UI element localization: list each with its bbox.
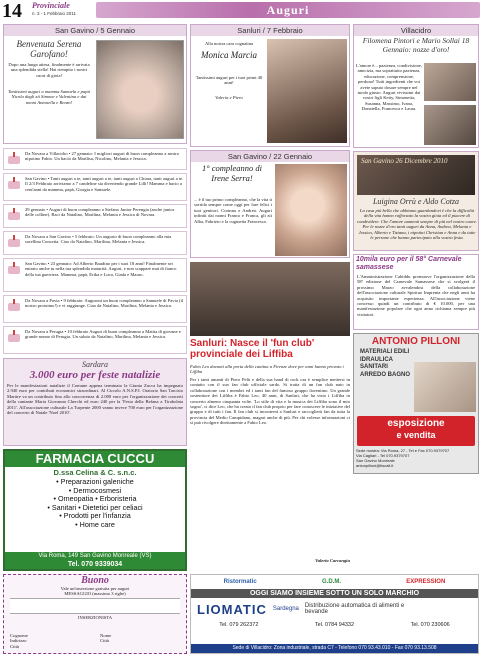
cake-item-2: San Gavino • Tanti auguri a te, tanti auguri a te, tanti auguri a Chiara, tanti auguri a te. Il 2/3 Febbraio arriviamo a 7 candeline sia divertendo grande Lilli! Mamma e bacio a cent'anni da mamma, papà, Giorgia e Samuele. bbox=[3, 173, 187, 201]
cotza-photo bbox=[357, 155, 475, 195]
field-citta[interactable]: Città bbox=[10, 643, 19, 649]
brand-ristormatic: Ristormatic bbox=[223, 579, 257, 585]
liomatic-region: Sardegna bbox=[272, 606, 299, 612]
liomatic-ad bbox=[190, 574, 479, 654]
liffiba-article bbox=[190, 262, 350, 570]
irene-text: ... è il tuo primo compleanno, che la vita ti sorrida sempre come oggi per fare felici i tuoi genitori. Corinna e Andrea. Auguri infiniti dai nonni Franco e Franca, gli zii Alba, Fabrizio e la cuginetta Francesca. bbox=[194, 197, 272, 224]
liffiba-text: Per i tanti amanti di Piero Pelù e della sua band di rock ora è semplice mettersi in contatto con il suo fan club ufficiale sardo. Si tratta di un fan club nato in collaborazione con i membri ed i tanti fan del famoso gruppo fiorentino. Un grande sostenitore dei Liffiba è Fabio Leo, 40 anni, di Sanluri, che ha visto i Liffiba in concerto almeno cinquanta volte. 'Lo stile di vita e la musica dei Liffiba sono il mio sogno', ci dice Leo, che ha creato il fan club proprio per fare conoscere le iniziative del gruppo e di tutti i fan. Il fan club si incontrerà a Sanluri e raccoglierà fan da tutta la provincia del Medio Campidano, magari anche di più. Per chi volesse informazioni ci si può rivolgere direttamente a Fabio Leo. bbox=[190, 377, 350, 426]
filomena-place: Villacidro bbox=[354, 25, 478, 36]
monica-name: Monica Marcia bbox=[201, 50, 257, 60]
coupon-message-label: MESSAGGIO (massimo 3 righe) bbox=[64, 591, 126, 597]
field-indirizzo[interactable]: Indirizzo bbox=[10, 638, 27, 644]
coupon-subtitle: Vale un'inserzione gratuita per auguri bbox=[60, 586, 130, 591]
filomena-text: L'amore è... pazienza, condivisione, amicizia, ma soprattutto pazienza, educazione, comprensione, perdono! Tutti ingredienti che voi avete saputo dosare sempre nel modo giusto. Auguri vivissimi dai vostri figli Ketty, Simonetta, Susanna, Massimo, Ivana, Donatella, Francesca e Laura. bbox=[356, 63, 422, 112]
cake-item-3: 29 gennaio • Auguri di buon compleanno a Stefano Junior Perengia (anche junior delle colline). Baci da Natalino, Marilina, Melania e Jessica di Novara. bbox=[3, 204, 187, 228]
liffiba-caption: Fabio Leo davanti alla porta della cantina a Firenze dove per anni hanno provato i Liffiba bbox=[190, 364, 344, 375]
field-citta-2[interactable]: Città bbox=[100, 638, 109, 644]
box-sign: Tantissimi auguri a mamma Samuela e papà Nicola dagli zii Simone e Valentina e dai nonni Antonella e Renzo! bbox=[8, 89, 90, 105]
bathroom-photo bbox=[414, 362, 476, 412]
farmacia-footer: Via Roma, 149 San Gavino Monreale (VS) Tel. 070 9339034 bbox=[5, 552, 185, 569]
section-title: Auguri bbox=[266, 3, 310, 17]
sardara-title: 3.000 euro per feste natalizie bbox=[29, 369, 161, 381]
coupon-lines[interactable] bbox=[10, 598, 180, 614]
cake-item-5: San Gavino • 23 gennaio: Ad Alberto Baudino per i suoi 18 anni! Finalmente sei entrato anche tu nella tua splendida maturità. Auguri, e non scappare mai di fianco della tua guerriera. Mamma, papà, Erika e Luca, Giada e Mauro. bbox=[3, 258, 187, 292]
section-banner bbox=[96, 2, 480, 18]
monica-photo bbox=[267, 39, 347, 143]
liffiba-author: Valeria Carcangiu bbox=[315, 558, 350, 563]
ad-footer: Sede di Villacidro: Zona industriale, strada C7 - Telefono 070 93.43.010 - Fax 070 93.13.508 bbox=[191, 644, 478, 653]
liomatic-desc: Distribuzione automatica di alimenti e bevande bbox=[304, 603, 405, 615]
cake-icon bbox=[6, 329, 22, 342]
cotza-text: La casa più bella che abbiamo guardandovi è che la difficoltà della vita hanno rafforzato la vostra gioia ed il piacere di condividere. Che l'amore aumenti sempre di più nel vostro cuore. Per le nozze d'oro tanti auguri da Anna, Andrea, Melania e Jessica, Alberto e Tiziana, i nipotini Christian e Anna e da tutte le persone che hanno partecipato alla vostra festa. bbox=[357, 208, 477, 241]
carnevale-title: 10mila euro per il 58° Carnevale samassese bbox=[356, 256, 462, 271]
cotza-names: Luigina Orrù e Aldo Cotza bbox=[372, 197, 460, 206]
box-text: Dopo una lunga attesa, finalmente è arrivata una splendida stella! Hai riempito i nostri cuori di gioia! bbox=[8, 62, 90, 78]
filomena-title: Filomena Pintori e Mario Sollai 18 Gennaio: nozze d'oro! bbox=[362, 36, 470, 54]
field-nome[interactable]: Nome bbox=[100, 633, 112, 638]
cotza-box bbox=[353, 151, 479, 251]
cake-item-1: Da Novara a Villacidro • 27 gennaio: I migliori auguri di buon compleanno a nostro nipotino Fabio. Un bacio da Marilisa, Nicolino, Melania e Jessica. bbox=[3, 148, 187, 170]
monica-line2: Tantissimi auguri per i tuoi primi 40 anni! bbox=[195, 75, 263, 86]
pilloni-contacts: Sede mostra: Via Roma, 27 - Tel e Fax 070.9379707 Via Cagliari - Tel 070.9379707 San Gavino Monreale antonpilloni@tiscali.it bbox=[356, 448, 450, 468]
photo-caption: San Gavino 26 Dicembre 2010 bbox=[361, 157, 448, 165]
filomena-photo-1 bbox=[424, 63, 476, 101]
serena-box bbox=[3, 24, 187, 144]
box-title: Benvenuta Serena Garofano! bbox=[16, 39, 82, 59]
cake-item-4: Da Novara a San Gavino • 5 febbraio: Un augurio di buon compleanno alla mia sorellina Concetta. Ciao da Natalino, Marilina, Melania e Jessica. bbox=[3, 231, 187, 255]
paper-name: Provinciale bbox=[32, 1, 70, 10]
cake-icon bbox=[6, 207, 22, 220]
monica-sign: Valeria e Piero bbox=[215, 95, 243, 100]
sardara-place: Sardara bbox=[82, 360, 108, 369]
sardara-text: Per le manifestazioni natalizie il Comune appena terminato la Giunta Zucca ha impegnato 2.940 euro per contributi economici straordinari. Al Circolo A.N.S.P.I. Oratorio San Tarcisio Martire va un contributo fino allo concorrenza di 2.000 euro per l'organizzazione dei concerti della cantante Maria Giovanna Cherchi ed euro 240 per la 'Festa della Befana a Tirabolata 2011'. All'associazione culturale La Turpente 2000 vanno invece 700 euro per l'organizzazione del concerto di Natale 'Noel 2010'. bbox=[7, 383, 183, 416]
farmacia-owner: D.ssa Celina & C. s.n.c. bbox=[53, 468, 137, 477]
brand-row bbox=[191, 575, 478, 589]
farmacia-title: FARMACIA CUCCU bbox=[5, 451, 185, 467]
coupon-title: Buono bbox=[81, 575, 109, 586]
issue-info: n. 3 - 1 Febbraio 2011 bbox=[32, 11, 76, 16]
filomena-photo-2 bbox=[424, 105, 476, 145]
liffiba-title: Sanluri: Nasce il 'fun club' provinciale dei Liffiba bbox=[190, 338, 315, 360]
filomena-box bbox=[353, 24, 479, 148]
cake-icon bbox=[6, 298, 22, 311]
pilloni-name: ANTONIO PILLONI bbox=[371, 336, 461, 347]
farmacia-ad bbox=[3, 449, 187, 571]
irene-box bbox=[190, 150, 350, 258]
liomatic-brand-row bbox=[191, 598, 478, 620]
coupon-inserzionista: INSERZIONISTA bbox=[77, 614, 113, 620]
cake-item-7: Da Novara a Perugia • 10 febbraio Auguri di buon compleanno a Mattia di giovane e grande nonno di Perugia. Un saluto da Natalino, Marilina, Melania e Jessica. bbox=[3, 326, 187, 354]
liomatic-logo: LIOMATIC bbox=[197, 601, 267, 617]
box-place: San Gavino / 5 Gennaio bbox=[4, 25, 186, 36]
brand-gdm: G.D.M. bbox=[321, 579, 341, 585]
irene-photo bbox=[275, 164, 347, 256]
baby-photo bbox=[96, 40, 184, 139]
irene-title: 1° compleanno di Irene Serra! bbox=[201, 163, 263, 183]
carnevale-box bbox=[353, 254, 479, 330]
pilloni-promo: esposizione e vendita bbox=[357, 416, 475, 446]
cake-item-6: Da Novara a Pavia • 9 febbraio: Auguroni un buon compleanno a Samuele di Pavia (il nostro prossimo!) e vi raggiunge. Ciao da Natalino, Marilina, Melania e Jessica. bbox=[3, 295, 187, 323]
monica-place: Sanluri / 7 Febbraio bbox=[191, 25, 349, 36]
monica-line1: Alla nostra cara cognatina bbox=[204, 41, 254, 46]
cake-icon bbox=[6, 234, 22, 247]
sardara-box bbox=[3, 358, 187, 446]
farmacia-services: • Preparazioni galeniche • Dermocosmesi • Omeopatia • Erboristeria • Sanitari • Dietetici per celiaci • Prodotti per l'infanzia • Home care bbox=[47, 477, 143, 529]
cake-icon bbox=[6, 261, 22, 274]
contact-row: Tel. 079 262372 Tel. 0784 94332 Tel. 070 230606 bbox=[219, 622, 450, 628]
cake-icon bbox=[6, 176, 22, 189]
page-number: 14 bbox=[2, 0, 22, 22]
pilloni-services: MATERIALI EDILI IDRAULICA SANITARI ARREDO BAGNO bbox=[360, 349, 411, 378]
page-header bbox=[0, 0, 482, 22]
brand-expression: EXPRESSION bbox=[406, 579, 446, 585]
pilloni-ad bbox=[353, 333, 479, 474]
liffiba-photo bbox=[190, 262, 350, 336]
coupon-box bbox=[3, 574, 187, 654]
field-cognome[interactable]: Cognome bbox=[10, 633, 28, 638]
cake-icon bbox=[6, 151, 22, 164]
irene-place: San Gavino / 22 Gennaio bbox=[191, 151, 349, 162]
monica-box bbox=[190, 24, 350, 147]
carnevale-text: L'Amministrazione Cabiddu promuove l'organizzazione della 58ª edizione del Carnevale Samassese che si svolgerà il prossimo Marzo avvalendosi della collaborazione dell'associazione culturale Spirituo Imprenta che negli anni ha acquisito importante esperienza. All'associazione viene concesso quindi un contributo di € 10.000, per una manifestazione popolare che ogni anno richiama sempre più visitatori. bbox=[357, 274, 475, 317]
ad-tagline: OGGI SIAMO INSIEME SOTTO UN SOLO MARCHIO bbox=[191, 589, 478, 598]
